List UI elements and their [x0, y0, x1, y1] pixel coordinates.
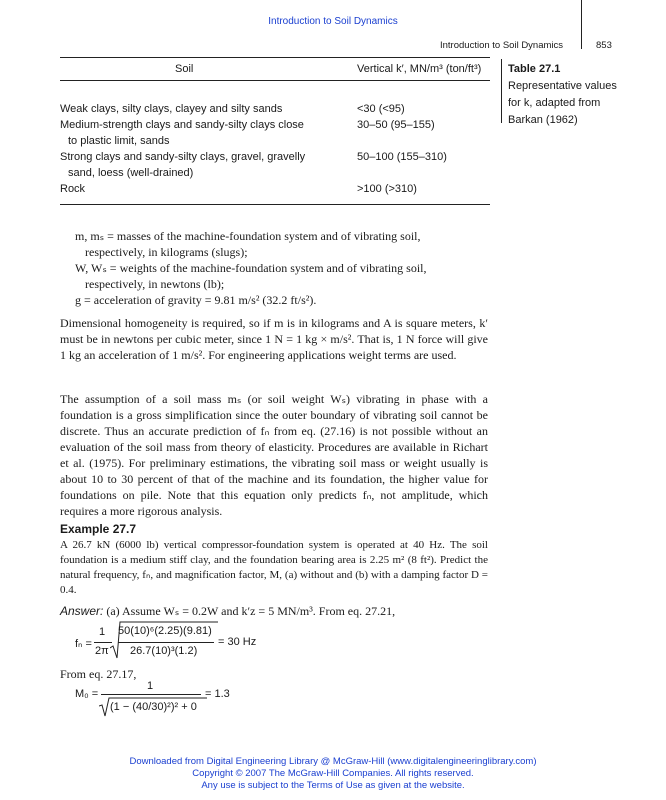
- table-row-2-value: 30–50 (95–155): [357, 119, 435, 131]
- table-header-soil: Soil: [175, 63, 194, 75]
- eq2-lhs: M₀ =: [75, 688, 99, 700]
- eq2-numerator: 1: [147, 680, 154, 692]
- footer-terms[interactable]: Any use is subject to the Terms of Use as given at the website.: [201, 780, 465, 791]
- table-row-3-value: 50–100 (155–310): [357, 151, 447, 163]
- table-row-3-soil-cont: sand, loess (well-drained): [68, 167, 194, 179]
- paragraph-homogeneity: [60, 315, 488, 363]
- table-row-3-soil: Strong clays and sandy-silty clays, gravel, gravelly: [60, 151, 306, 163]
- example-title: Example 27.7: [60, 522, 137, 536]
- caption-text: Representative values for k, adapted from Barkan (1962): [508, 80, 617, 126]
- table-row-1-soil: Weak clays, silty clays, clayey and silty sands: [60, 103, 283, 115]
- eq1-coef-den: 2π: [95, 645, 109, 657]
- paragraph-assumption-text: The assumption of a soil mass mₛ (or soil weight Wₛ) vibrating in phase with a foundation is a gross simplification since the outer boundary of vibrating soil cannot be discrete. Thus an accurate prediction of fₙ from eq. (27.16) is not possible without an evaluation of the soil mass from theory of elasticity. Procedures are available in Richart et al. (1975). For preliminary estimations, the vibrating soil mass or weight usually is about 10 to 30 percent of that of the machine and its foundation, the higher value for foundations on pile. Note that this equation only predicts fₙ, not amplitude, which requires a more rigorous analysis.: [60, 392, 488, 518]
- example-body: A 26.7 kN (6000 lb) vertical compressor-foundation system is operated at 40 Hz. The soil foundation is a medium stiff clay, and the foundation bearing area is 2.25 m² (8 ft²). Predict the natural frequency, fₙ, and magnification factor, M, (a) without and (b) with a damping factor D = 0.4.: [60, 539, 488, 596]
- definition-mass-line2: respectively, in kilograms (slugs);: [85, 245, 248, 259]
- paragraph-homogeneity-text: Dimensional homogeneity is required, so if m is in kilograms and A is square meters, k′ must be in newtons per cubic meter, since 1 N = 1 kg × m/s². That is, 1 N force will give 1 kg an acceleration of 1 m/s². For engineering applications weight terms are used.: [60, 316, 488, 362]
- eq1-coef-num: 1: [99, 626, 106, 638]
- eq1-lhs: fₙ =: [75, 638, 92, 650]
- eq1-fraction-bar: [118, 642, 214, 643]
- paragraph-assumption: [60, 391, 488, 519]
- caption-label: Table 27.1: [508, 63, 561, 75]
- definition-mass: [75, 228, 488, 260]
- eq2-denominator: (1 − (40/30)²)² + 0: [110, 701, 197, 713]
- table-row-2-soil: Medium-strength clays and sandy-silty clays close: [60, 119, 304, 131]
- definition-gravity-line1: g = acceleration of gravity = 9.81 m/s² (32.2 ft/s²).: [75, 293, 317, 307]
- eq1-denominator: 26.7(10)³(1.2): [130, 645, 198, 657]
- caption-rule: [501, 59, 502, 123]
- answer-text: (a) Assume Wₛ = 0.2W and k′z = 5 MN/m³. From eq. 27.21,: [106, 604, 396, 618]
- answer-label: Answer:: [60, 604, 104, 618]
- eq1-numerator: 50(10)⁶(2.25)(9.81): [118, 625, 212, 637]
- footer-download-link[interactable]: Downloaded from Digital Engineering Library @ McGraw-Hill (www.digitalengineeringlibrary.com): [129, 756, 537, 767]
- table-row-4-value: >100 (>310): [357, 183, 417, 195]
- definition-weight-line2: respectively, in newtons (lb);: [85, 277, 225, 291]
- table-header-vertical: Vertical k′, MN/m³ (ton/ft³): [357, 63, 482, 75]
- eq2-result: = 1.3: [205, 688, 230, 700]
- table-bottom-rule: [60, 204, 490, 205]
- table-row-2-soil-cont: to plastic limit, sands: [68, 135, 170, 147]
- header-divider: [581, 0, 582, 49]
- definition-mass-line1: m, mₛ = masses of the machine-foundation system and of vibrating soil,: [75, 229, 421, 243]
- definition-weight-line1: W, Wₛ = weights of the machine-foundation system and of vibrating soil,: [75, 261, 427, 275]
- table-top-rule: [60, 57, 490, 58]
- top-link[interactable]: Introduction to Soil Dynamics: [268, 16, 398, 27]
- definition-weight: [75, 260, 488, 292]
- running-title: Introduction to Soil Dynamics: [440, 40, 564, 51]
- table-caption: [508, 61, 628, 129]
- from-eq-text: From eq. 27.17,: [60, 667, 137, 681]
- table-header-rule: [60, 80, 490, 81]
- answer-line: [60, 604, 395, 619]
- eq1-result: = 30 Hz: [218, 636, 257, 648]
- table-row-4-soil: Rock: [60, 183, 86, 195]
- eq2-fraction-bar: [101, 694, 201, 695]
- table-row-1-value: <30 (<95): [357, 103, 405, 115]
- definition-gravity: [75, 292, 488, 308]
- footer-copyright[interactable]: Copyright © 2007 The McGraw-Hill Companies. All rights reserved.: [192, 768, 474, 779]
- page-number: 853: [596, 40, 612, 51]
